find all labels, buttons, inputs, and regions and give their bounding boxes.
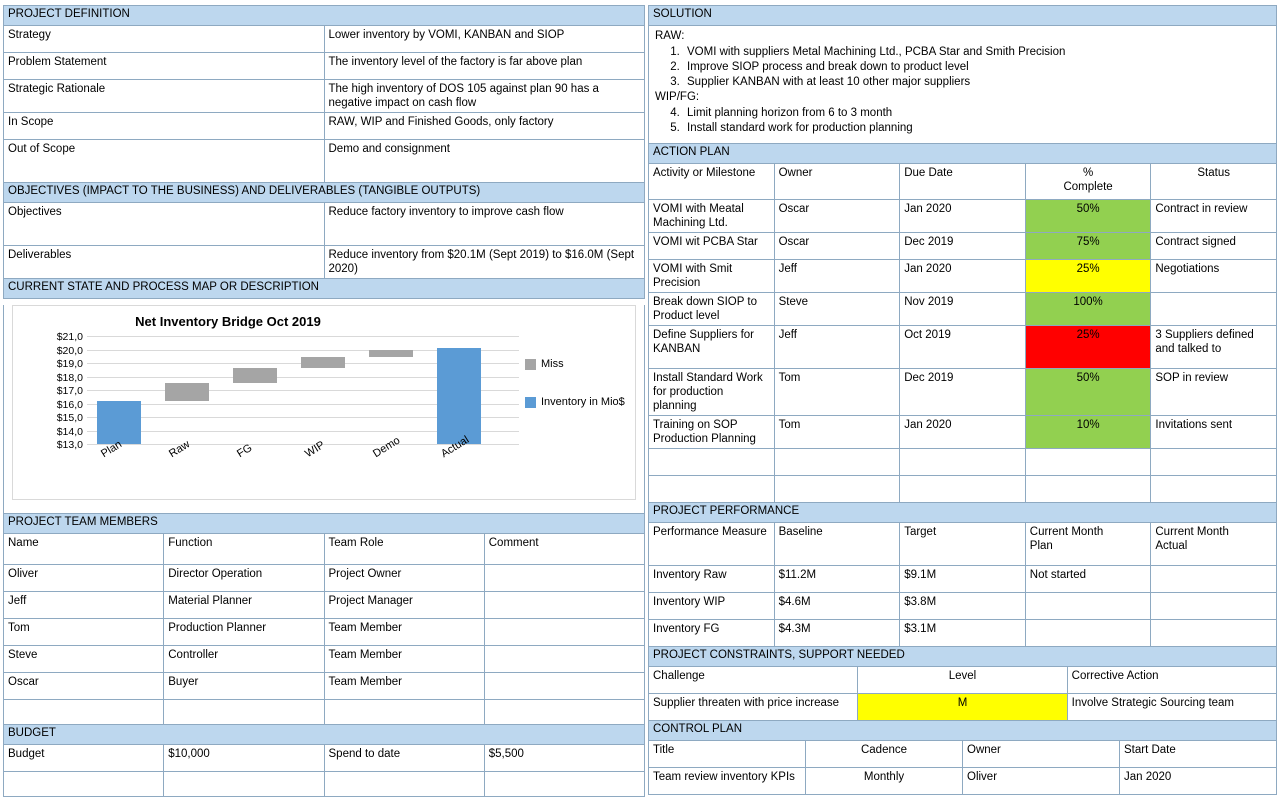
percent-complete: 50% bbox=[1025, 369, 1151, 416]
solution-content bbox=[648, 26, 1277, 144]
bar-fg bbox=[233, 368, 277, 383]
table-row bbox=[4, 673, 645, 700]
activity: VOMI with Meatal Machining Ltd. bbox=[649, 200, 775, 233]
project-constraints-title: PROJECT CONSTRAINTS, SUPPORT NEEDED bbox=[649, 647, 1277, 667]
percent-complete-line2: Complete bbox=[1063, 181, 1113, 193]
cm-actual-line2: Actual bbox=[1155, 540, 1188, 552]
table-row bbox=[649, 768, 1277, 795]
baseline: $4.6M bbox=[774, 593, 900, 620]
percent-complete: 50% bbox=[1025, 200, 1151, 233]
legend-swatch-icon bbox=[525, 397, 536, 408]
column-header-title: Title bbox=[649, 741, 806, 768]
current-state-header bbox=[4, 279, 645, 299]
action-plan-header bbox=[649, 144, 1277, 164]
table-row bbox=[649, 233, 1277, 260]
team-name: Jeff bbox=[4, 592, 164, 619]
budget-empty-cell bbox=[4, 772, 164, 797]
bar-plan bbox=[97, 401, 141, 444]
activity: Break down SIOP to Product level bbox=[649, 293, 775, 326]
table-row bbox=[4, 700, 645, 725]
owner: Tom bbox=[774, 416, 900, 449]
current-month-plan bbox=[1025, 620, 1151, 647]
activity: VOMI wit PCBA Star bbox=[649, 233, 775, 260]
project-team-title: PROJECT TEAM MEMBERS bbox=[4, 514, 645, 534]
column-header-function: Function bbox=[164, 534, 324, 565]
table-row bbox=[649, 416, 1277, 449]
team-role bbox=[324, 700, 484, 725]
team-column-headers bbox=[4, 534, 645, 565]
baseline: $4.3M bbox=[774, 620, 900, 647]
legend-label: Miss bbox=[541, 358, 564, 370]
table-row bbox=[649, 694, 1277, 721]
column-header-performance-measure: Performance Measure bbox=[649, 523, 775, 566]
table-row bbox=[4, 745, 645, 772]
table-row bbox=[649, 449, 1277, 476]
legend-item-miss bbox=[525, 358, 625, 370]
owner: Oscar bbox=[774, 233, 900, 260]
list-item: 3. Supplier KANBAN with at least 10 other major suppliers bbox=[683, 75, 1270, 90]
table-row bbox=[649, 293, 1277, 326]
y-tick-label: $15,0 bbox=[56, 412, 83, 424]
table-row bbox=[4, 246, 645, 279]
column-header-percent-complete bbox=[1025, 164, 1151, 200]
project-constraints-header bbox=[649, 647, 1277, 667]
percent-complete: 10% bbox=[1025, 416, 1151, 449]
column-header-baseline: Baseline bbox=[774, 523, 900, 566]
table-row bbox=[4, 140, 645, 183]
control-plan-column-headers bbox=[649, 741, 1277, 768]
team-name: Oliver bbox=[4, 565, 164, 592]
table-row bbox=[649, 326, 1277, 369]
performance-measure: Inventory FG bbox=[649, 620, 775, 647]
table-row bbox=[4, 619, 645, 646]
spend-to-date-amount: $5,500 bbox=[484, 745, 644, 772]
right-column bbox=[648, 5, 1277, 795]
x-tick-label: Plan bbox=[99, 438, 125, 461]
column-header-target: Target bbox=[900, 523, 1026, 566]
y-tick-label: $14,0 bbox=[56, 425, 83, 438]
list-item: 4. Limit planning horizon from 6 to 3 month bbox=[683, 106, 1270, 121]
due-date: Dec 2019 bbox=[900, 233, 1026, 260]
column-header-owner: Owner bbox=[963, 741, 1120, 768]
table-row bbox=[649, 200, 1277, 233]
current-month-actual bbox=[1151, 593, 1277, 620]
chart-title: Net Inventory Bridge Oct 2019 bbox=[135, 314, 321, 329]
budget-table bbox=[3, 724, 645, 797]
in-scope-value: RAW, WIP and Finished Goods, only factory bbox=[324, 113, 645, 140]
table-row bbox=[4, 113, 645, 140]
target: $9.1M bbox=[900, 566, 1026, 593]
y-tick-label: $21,0 bbox=[56, 331, 83, 343]
gridline bbox=[56, 331, 519, 343]
percent-complete: 25% bbox=[1025, 260, 1151, 293]
table-row bbox=[649, 369, 1277, 416]
strategic-rationale-value: The high inventory of DOS 105 against plan 90 has a negative impact on cash flow bbox=[324, 80, 645, 113]
objectives-header bbox=[4, 183, 645, 203]
challenge: Supplier threaten with price increase bbox=[649, 694, 858, 721]
project-performance-table bbox=[648, 502, 1277, 647]
performance-measure: Inventory WIP bbox=[649, 593, 775, 620]
column-header-current-month-plan bbox=[1025, 523, 1151, 566]
objectives-label: Objectives bbox=[4, 203, 325, 246]
table-row bbox=[649, 620, 1277, 647]
status: Negotiations bbox=[1151, 260, 1277, 293]
status: Contract signed bbox=[1151, 233, 1277, 260]
activity: Define Suppliers for KANBAN bbox=[649, 326, 775, 369]
objectives-title: OBJECTIVES (IMPACT TO THE BUSINESS) AND DELIVERABLES (TANGIBLE OUTPUTS) bbox=[4, 183, 645, 203]
budget-header bbox=[4, 725, 645, 745]
strategy-label: Strategy bbox=[4, 26, 325, 53]
status bbox=[1151, 476, 1277, 503]
bar-raw bbox=[165, 383, 209, 401]
percent-complete bbox=[1025, 476, 1151, 503]
y-tick-label: $16,0 bbox=[56, 398, 83, 411]
project-performance-header bbox=[649, 503, 1277, 523]
performance-measure: Inventory Raw bbox=[649, 566, 775, 593]
current-month-actual bbox=[1151, 566, 1277, 593]
status bbox=[1151, 449, 1277, 476]
objectives-value: Reduce factory inventory to improve cash flow bbox=[324, 203, 645, 246]
team-comment bbox=[484, 700, 644, 725]
table-row bbox=[4, 80, 645, 113]
baseline: $11.2M bbox=[774, 566, 900, 593]
y-tick-label: $20,0 bbox=[56, 344, 83, 357]
percent-complete: 75% bbox=[1025, 233, 1151, 260]
solution-wipfg-list bbox=[655, 106, 1270, 136]
team-role: Team Member bbox=[324, 619, 484, 646]
project-definition-table bbox=[3, 5, 645, 183]
solution-raw-label: RAW: bbox=[655, 30, 685, 42]
activity: Install Standard Work for production planning bbox=[649, 369, 775, 416]
control-owner: Oliver bbox=[963, 768, 1120, 795]
table-row bbox=[4, 53, 645, 80]
due-date: Jan 2020 bbox=[900, 260, 1026, 293]
activity bbox=[649, 476, 775, 503]
strategic-rationale-label: Strategic Rationale bbox=[4, 80, 325, 113]
team-function: Controller bbox=[164, 646, 324, 673]
x-tick-label: Actual bbox=[439, 433, 472, 461]
y-tick-label: $18,0 bbox=[56, 371, 83, 384]
chart-plot-area bbox=[56, 331, 519, 461]
owner: Oscar bbox=[774, 200, 900, 233]
list-item: 1. VOMI with suppliers Metal Machining Ltd., PCBA Star and Smith Precision bbox=[683, 45, 1270, 60]
list-item: 5. Install standard work for production planning bbox=[683, 121, 1270, 136]
due-date: Dec 2019 bbox=[900, 369, 1026, 416]
target: $3.8M bbox=[900, 593, 1026, 620]
control-plan-table bbox=[648, 720, 1277, 795]
team-function: Director Operation bbox=[164, 565, 324, 592]
current-month-actual bbox=[1151, 620, 1277, 647]
bar-actual bbox=[437, 348, 481, 444]
chart-legend bbox=[525, 358, 625, 434]
column-header-due-date: Due Date bbox=[900, 164, 1026, 200]
y-tick-label: $19,0 bbox=[56, 358, 83, 370]
control-start-date: Jan 2020 bbox=[1120, 768, 1277, 795]
status: 3 Suppliers defined and talked to bbox=[1151, 326, 1277, 369]
status bbox=[1151, 293, 1277, 326]
project-constraints-table bbox=[648, 646, 1277, 721]
control-title: Team review inventory KPIs bbox=[649, 768, 806, 795]
team-comment bbox=[484, 673, 644, 700]
team-function: Material Planner bbox=[164, 592, 324, 619]
table-row bbox=[4, 203, 645, 246]
current-month-plan: Not started bbox=[1025, 566, 1151, 593]
problem-statement-value: The inventory level of the factory is far above plan bbox=[324, 53, 645, 80]
bar-demo bbox=[369, 350, 413, 357]
project-performance-title: PROJECT PERFORMANCE bbox=[649, 503, 1277, 523]
strategy-value: Lower inventory by VOMI, KANBAN and SIOP bbox=[324, 26, 645, 53]
legend-swatch-icon bbox=[525, 359, 536, 370]
column-header-cadence: Cadence bbox=[806, 741, 963, 768]
due-date: Jan 2020 bbox=[900, 200, 1026, 233]
column-header-start-date: Start Date bbox=[1120, 741, 1277, 768]
cm-actual-line1: Current Month bbox=[1155, 526, 1229, 538]
team-comment bbox=[484, 565, 644, 592]
owner: Jeff bbox=[774, 260, 900, 293]
current-state-chart-area bbox=[3, 305, 645, 514]
control-plan-header bbox=[649, 721, 1277, 741]
constraints-column-headers bbox=[649, 667, 1277, 694]
corrective-action: Involve Strategic Sourcing team bbox=[1067, 694, 1276, 721]
out-of-scope-label: Out of Scope bbox=[4, 140, 325, 183]
cm-plan-line2: Plan bbox=[1029, 540, 1053, 552]
deliverables-value: Reduce inventory from $20.1M (Sept 2019) to $16.0M (Sept 2020) bbox=[324, 246, 645, 279]
problem-statement-label: Problem Statement bbox=[4, 53, 325, 80]
percent-complete bbox=[1025, 449, 1151, 476]
bar-wip bbox=[301, 357, 345, 368]
budget-title: BUDGET bbox=[4, 725, 645, 745]
percent-complete: 25% bbox=[1025, 326, 1151, 369]
left-column bbox=[3, 5, 645, 797]
solution-title: SOLUTION bbox=[649, 6, 1277, 26]
x-tick-label: WIP bbox=[303, 438, 327, 461]
team-comment bbox=[484, 646, 644, 673]
action-plan-title: ACTION PLAN bbox=[649, 144, 1277, 164]
budget-amount: $10,000 bbox=[164, 745, 324, 772]
activity: Training on SOP Production Planning bbox=[649, 416, 775, 449]
current-state-title: CURRENT STATE AND PROCESS MAP OR DESCRIPTION bbox=[4, 279, 645, 299]
cm-plan-line1: Current Month bbox=[1029, 526, 1104, 538]
budget-empty-cell bbox=[324, 772, 484, 797]
team-name bbox=[4, 700, 164, 725]
status: Contract in review bbox=[1151, 200, 1277, 233]
team-role: Team Member bbox=[324, 646, 484, 673]
due-date: Jan 2020 bbox=[900, 416, 1026, 449]
team-role: Team Member bbox=[324, 673, 484, 700]
y-tick-label: $17,0 bbox=[56, 385, 83, 397]
team-function: Buyer bbox=[164, 673, 324, 700]
column-header-name: Name bbox=[4, 534, 164, 565]
x-tick-label: Raw bbox=[167, 438, 193, 461]
column-header-current-month-actual bbox=[1151, 523, 1277, 566]
percent-complete-line1: % bbox=[1082, 167, 1094, 179]
action-plan-table bbox=[648, 143, 1277, 503]
team-name: Oscar bbox=[4, 673, 164, 700]
table-row bbox=[649, 593, 1277, 620]
team-role: Project Owner bbox=[324, 565, 484, 592]
owner bbox=[774, 449, 900, 476]
table-row bbox=[649, 260, 1277, 293]
activity bbox=[649, 449, 775, 476]
objectives-table bbox=[3, 182, 645, 279]
net-inventory-bridge-chart bbox=[12, 305, 636, 500]
budget-empty-cell bbox=[164, 772, 324, 797]
project-team-table bbox=[3, 513, 645, 725]
column-header-owner: Owner bbox=[774, 164, 900, 200]
team-function bbox=[164, 700, 324, 725]
column-header-corrective-action: Corrective Action bbox=[1067, 667, 1276, 694]
due-date: Oct 2019 bbox=[900, 326, 1026, 369]
table-row bbox=[4, 646, 645, 673]
column-header-status: Status bbox=[1151, 164, 1277, 200]
y-tick-label: $13,0 bbox=[56, 439, 83, 451]
spend-to-date-label: Spend to date bbox=[324, 745, 484, 772]
deliverables-label: Deliverables bbox=[4, 246, 325, 279]
status: SOP in review bbox=[1151, 369, 1277, 416]
team-comment bbox=[484, 619, 644, 646]
table-row bbox=[649, 476, 1277, 503]
solution-header-table bbox=[648, 5, 1277, 26]
team-role: Project Manager bbox=[324, 592, 484, 619]
x-tick-label: FG bbox=[235, 441, 255, 461]
performance-column-headers bbox=[649, 523, 1277, 566]
table-row bbox=[4, 26, 645, 53]
due-date: Nov 2019 bbox=[900, 293, 1026, 326]
in-scope-label: In Scope bbox=[4, 113, 325, 140]
current-state-header-table bbox=[3, 278, 645, 299]
team-function: Production Planner bbox=[164, 619, 324, 646]
activity: VOMI with Smit Precision bbox=[649, 260, 775, 293]
project-team-header bbox=[4, 514, 645, 534]
project-definition-title: PROJECT DEFINITION bbox=[4, 6, 645, 26]
table-row bbox=[649, 566, 1277, 593]
column-header-comment: Comment bbox=[484, 534, 644, 565]
team-comment bbox=[484, 592, 644, 619]
x-tick-label: Demo bbox=[371, 434, 403, 461]
out-of-scope-value: Demo and consignment bbox=[324, 140, 645, 183]
column-header-challenge: Challenge bbox=[649, 667, 858, 694]
budget-empty-cell bbox=[484, 772, 644, 797]
budget-label: Budget bbox=[4, 745, 164, 772]
owner bbox=[774, 476, 900, 503]
team-name: Tom bbox=[4, 619, 164, 646]
column-header-level: Level bbox=[858, 667, 1067, 694]
due-date bbox=[900, 449, 1026, 476]
table-row bbox=[4, 565, 645, 592]
solution-raw-list bbox=[655, 45, 1270, 90]
column-header-team-role: Team Role bbox=[324, 534, 484, 565]
project-definition-header bbox=[4, 6, 645, 26]
current-month-plan bbox=[1025, 593, 1151, 620]
legend-item-inventory bbox=[525, 396, 625, 408]
list-item: 2. Improve SIOP process and break down to product level bbox=[683, 60, 1270, 75]
control-cadence: Monthly bbox=[806, 768, 963, 795]
solution-header bbox=[649, 6, 1277, 26]
control-plan-title: CONTROL PLAN bbox=[649, 721, 1277, 741]
percent-complete: 100% bbox=[1025, 293, 1151, 326]
owner: Jeff bbox=[774, 326, 900, 369]
legend-label: Inventory in Mio$ bbox=[541, 396, 625, 408]
table-row bbox=[4, 592, 645, 619]
table-row bbox=[4, 772, 645, 797]
due-date bbox=[900, 476, 1026, 503]
solution-wipfg-label: WIP/FG: bbox=[655, 91, 700, 103]
level-badge: M bbox=[858, 694, 1067, 721]
owner: Tom bbox=[774, 369, 900, 416]
team-name: Steve bbox=[4, 646, 164, 673]
status: Invitations sent bbox=[1151, 416, 1277, 449]
action-plan-column-headers bbox=[649, 164, 1277, 200]
target: $3.1M bbox=[900, 620, 1026, 647]
column-header-activity: Activity or Milestone bbox=[649, 164, 775, 200]
owner: Steve bbox=[774, 293, 900, 326]
